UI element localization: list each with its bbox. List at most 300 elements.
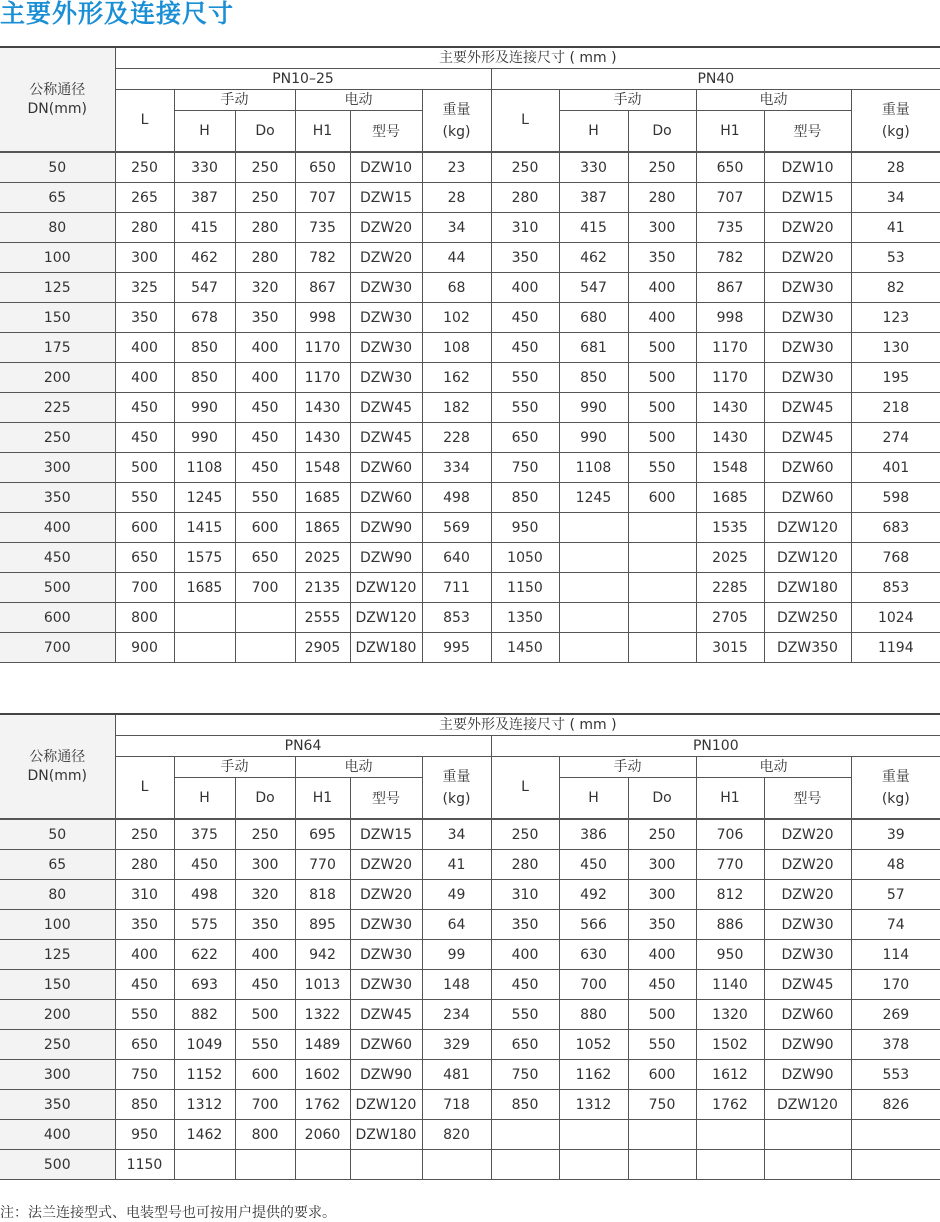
table-cell: 718 [422,1090,491,1120]
table-cell: 148 [422,970,491,1000]
table-cell: 162 [422,363,491,393]
table-cell: 770 [295,850,350,880]
dn-cell: 65 [0,850,115,880]
table-cell: 400 [628,273,696,303]
table-cell: DZW20 [764,880,851,910]
table-cell: DZW120 [350,1090,422,1120]
table-cell: 350 [115,910,174,940]
table-cell: 1430 [696,393,764,423]
dn-cell: 50 [0,152,115,183]
table-cell [764,1120,851,1150]
table-cell: 34 [422,213,491,243]
table-cell: 1108 [559,453,628,483]
table-row [0,1060,940,1090]
col-H-header: H [559,111,628,153]
table-cell: 942 [295,940,350,970]
table-cell: 350 [235,910,295,940]
table-row [0,880,940,910]
table-cell: 1052 [559,1030,628,1060]
table-row [0,1030,940,1060]
table-cell: DZW60 [764,1000,851,1030]
table-cell: 400 [628,940,696,970]
table-cell [851,1120,940,1150]
table-cell: 550 [115,1000,174,1030]
table-cell: 640 [422,543,491,573]
table-cell: 400 [235,940,295,970]
table-cell: 553 [851,1060,940,1090]
dn-cell: 100 [0,243,115,273]
table-cell: DZW20 [350,880,422,910]
table-cell: 950 [491,513,559,543]
table-cell: 28 [851,152,940,183]
table-cell [628,573,696,603]
col-Do-header: Do [235,111,295,153]
table-cell: 182 [422,393,491,423]
table-cell: 498 [174,880,235,910]
table-cell [235,633,295,663]
table-cell: 300 [115,243,174,273]
table-cell: 3015 [696,633,764,663]
table-cell: 818 [295,880,350,910]
col-H-header: H [559,778,628,820]
table-cell: 900 [115,633,174,663]
table-cell: 707 [295,183,350,213]
table-cell: 678 [174,303,235,333]
table-cell: 34 [422,819,491,850]
table-cell: 41 [851,213,940,243]
table-cell: 622 [174,940,235,970]
table-cell: 450 [235,393,295,423]
table-cell: 998 [295,303,350,333]
table-cell: 400 [235,363,295,393]
table-cell: 850 [559,363,628,393]
table-cell: 600 [115,513,174,543]
table-cell: DZW45 [350,393,422,423]
table-cell: 500 [628,423,696,453]
col-H-header: H [174,111,235,153]
table-cell [628,603,696,633]
table-cell: 34 [851,183,940,213]
table-cell: 228 [422,423,491,453]
table-cell [628,513,696,543]
table-cell: 566 [559,910,628,940]
table-cell: DZW30 [350,910,422,940]
table-cell: 44 [422,243,491,273]
table-cell: 1548 [295,453,350,483]
table-cell: 782 [696,243,764,273]
table-row [0,243,940,273]
table-cell: 450 [491,333,559,363]
table-row [0,213,940,243]
footnote: 注：法兰连接型式、电装型号也可按用户提供的要求。 [0,1205,336,1221]
table-cell: 1312 [559,1090,628,1120]
manual-header: 手动 [174,757,295,778]
table-cell: 782 [295,243,350,273]
table-cell: 1685 [174,573,235,603]
group-header-right: PN40 [491,69,940,90]
table-cell: 1865 [295,513,350,543]
table-cell: 598 [851,483,940,513]
table-cell: 550 [628,453,696,483]
table-row [0,910,940,940]
table-cell: 123 [851,303,940,333]
table-cell: 650 [491,1030,559,1060]
table-cell: DZW30 [350,940,422,970]
table-cell: 250 [235,819,295,850]
table-cell: DZW20 [764,213,851,243]
dn-cell: 500 [0,1150,115,1180]
dn-cell: 150 [0,970,115,1000]
table-cell: 1140 [696,970,764,1000]
table-cell [559,543,628,573]
table-cell: 895 [295,910,350,940]
table-cell: DZW30 [350,333,422,363]
table-cell: 375 [174,819,235,850]
table-cell: 48 [851,850,940,880]
table-cell: 547 [559,273,628,303]
table-cell: 250 [628,819,696,850]
table-cell: 450 [115,423,174,453]
table-cell: DZW30 [764,273,851,303]
table-cell: 492 [559,880,628,910]
table-cell: 1450 [491,633,559,663]
table-cell: 812 [696,880,764,910]
electric-header: 电动 [295,90,422,111]
table-cell: 1322 [295,1000,350,1030]
table-row [0,1120,940,1150]
table-cell: 650 [115,1030,174,1060]
table-cell: 990 [174,423,235,453]
table-cell [628,543,696,573]
dn-cell: 250 [0,423,115,453]
table-cell: DZW15 [350,819,422,850]
dn-cell: 100 [0,910,115,940]
table-cell: 300 [235,850,295,880]
table-cell: 250 [491,152,559,183]
table-cell: 28 [422,183,491,213]
table-row [0,333,940,363]
table-cell: DZW90 [764,1060,851,1090]
table-cell [559,1150,628,1180]
group-header-right: PN100 [491,736,940,757]
table-cell: 700 [559,970,628,1000]
col-Do-header: Do [628,778,696,820]
table-cell: 320 [235,273,295,303]
table-cell: 500 [235,1000,295,1030]
dn-cell: 150 [0,303,115,333]
table-cell: 711 [422,573,491,603]
table-cell: 1170 [696,333,764,363]
table-cell: 750 [115,1060,174,1090]
dn-cell: 700 [0,633,115,663]
table-cell: 1170 [295,363,350,393]
table-cell: 350 [491,243,559,273]
table-cell: 387 [174,183,235,213]
table-cell: 1762 [696,1090,764,1120]
weight-header: 重量 (kg) [851,757,940,820]
table-cell: 500 [115,453,174,483]
table-cell: DZW20 [350,213,422,243]
table-cell: 53 [851,243,940,273]
table-cell: 990 [559,423,628,453]
table-cell: 850 [174,333,235,363]
table-cell: 329 [422,1030,491,1060]
table-cell: 462 [174,243,235,273]
table-cell: 950 [696,940,764,970]
table-cell: 882 [174,1000,235,1030]
table-cell [696,1150,764,1180]
table-cell: 995 [422,633,491,663]
col-H1-header: H1 [696,778,764,820]
table-cell [851,1150,940,1180]
table-cell: 280 [235,213,295,243]
table-cell: DZW120 [350,573,422,603]
table-cell: 400 [115,940,174,970]
table-cell: 1430 [295,393,350,423]
table-cell: 386 [559,819,628,850]
table-cell: 880 [559,1000,628,1030]
table-cell: DZW90 [764,1030,851,1060]
table-cell: DZW20 [764,850,851,880]
col-L-header: L [491,90,559,153]
table-cell: 695 [295,819,350,850]
table-cell: 1685 [295,483,350,513]
table-cell: 450 [235,453,295,483]
table-cell: 378 [851,1030,940,1060]
table-row [0,513,940,543]
table-cell: 2025 [696,543,764,573]
table-cell: 450 [174,850,235,880]
table-cell [696,1120,764,1150]
dn-cell: 300 [0,453,115,483]
table-cell: 500 [628,333,696,363]
table-cell: 1462 [174,1120,235,1150]
table-cell [559,603,628,633]
spec-table-pn10-25-pn40 [0,46,940,663]
table-cell: 2705 [696,603,764,633]
table-cell: 280 [115,213,174,243]
table-row [0,453,940,483]
table-cell: 400 [491,273,559,303]
table-cell: DZW30 [350,273,422,303]
table-cell: 130 [851,333,940,363]
table-cell: 350 [115,303,174,333]
table-cell: 280 [115,850,174,880]
table-cell: 450 [235,970,295,1000]
group-header-left: PN64 [115,736,491,757]
table-cell: 700 [235,573,295,603]
table-cell: 550 [115,483,174,513]
weight-header: 重量 (kg) [851,90,940,153]
table-cell: DZW60 [764,453,851,483]
table-cell: 250 [235,152,295,183]
table-cell: 1170 [295,333,350,363]
table-row [0,1000,940,1030]
table-cell: 2135 [295,573,350,603]
table-cell: 1245 [174,483,235,513]
group-header-left: PN10–25 [115,69,491,90]
table-cell: 1685 [696,483,764,513]
table-cell: 250 [115,152,174,183]
table-cell: 1612 [696,1060,764,1090]
table-cell: 387 [559,183,628,213]
table-cell: 550 [491,393,559,423]
table-cell: 450 [559,850,628,880]
table-cell: 550 [491,363,559,393]
table-cell: DZW180 [350,633,422,663]
table-cell: 750 [491,1060,559,1090]
table-row [0,850,940,880]
table-cell: 195 [851,363,940,393]
table-cell: 280 [628,183,696,213]
table-cell: 1312 [174,1090,235,1120]
col-model-header: 型号 [350,778,422,820]
table-cell: 102 [422,303,491,333]
table-cell: 415 [559,213,628,243]
main-caption: 主要外形及连接尺寸 ( mm ) [115,47,940,69]
table-cell: 250 [491,819,559,850]
table-cell: 300 [628,213,696,243]
table-cell: 1350 [491,603,559,633]
table-cell: 650 [696,152,764,183]
table-cell: 415 [174,213,235,243]
table-cell: DZW120 [764,1090,851,1120]
dn-cell: 350 [0,1090,115,1120]
table-cell: 1489 [295,1030,350,1060]
table-cell: 850 [491,1090,559,1120]
table-cell: 114 [851,940,940,970]
table-cell: 650 [491,423,559,453]
table-cell: DZW20 [350,243,422,273]
table-cell: 500 [628,393,696,423]
table-row [0,573,940,603]
table-cell: 334 [422,453,491,483]
table-cell: 400 [235,333,295,363]
table-cell [559,573,628,603]
dn-cell: 350 [0,483,115,513]
table-row [0,152,940,183]
table-cell: 350 [628,910,696,940]
col-model-header: 型号 [764,111,851,153]
table-cell: 280 [491,850,559,880]
table-cell: DZW45 [350,1000,422,1030]
table-cell: DZW250 [764,603,851,633]
table-cell: 867 [696,273,764,303]
table-cell: 82 [851,273,940,303]
table-row [0,819,940,850]
table-cell [764,1150,851,1180]
dn-cell: 250 [0,1030,115,1060]
table-cell: 68 [422,273,491,303]
table-cell: 400 [491,940,559,970]
table-cell: 600 [628,1060,696,1090]
col-Do-header: Do [628,111,696,153]
table-row [0,603,940,633]
col-model-header: 型号 [764,778,851,820]
table-cell: 1245 [559,483,628,513]
table-cell: DZW90 [350,543,422,573]
table-cell: 600 [628,483,696,513]
table-row [0,423,940,453]
table-cell: 498 [422,483,491,513]
table-cell: 569 [422,513,491,543]
table-cell: DZW15 [350,183,422,213]
dn-cell: 300 [0,1060,115,1090]
dn-cell: 50 [0,819,115,850]
table-cell [559,513,628,543]
dn-cell: 400 [0,1120,115,1150]
table-cell [295,1150,350,1180]
table-cell: 99 [422,940,491,970]
table-cell: DZW180 [350,1120,422,1150]
table-row [0,970,940,1000]
table-cell: 1415 [174,513,235,543]
table-cell: 706 [696,819,764,850]
table-cell: DZW30 [350,303,422,333]
weight-header: 重量 (kg) [422,90,491,153]
spec-table-pn64-pn100 [0,713,940,1180]
table-cell: 1535 [696,513,764,543]
table-cell: 450 [628,970,696,1000]
table-cell: DZW15 [764,183,851,213]
table-row [0,393,940,423]
dn-cell: 200 [0,1000,115,1030]
table-cell: 707 [696,183,764,213]
table-cell: 2060 [295,1120,350,1150]
table-cell: DZW30 [350,970,422,1000]
dn-cell: 200 [0,363,115,393]
table-cell: 1024 [851,603,940,633]
table-cell: DZW30 [764,333,851,363]
table-cell: 550 [628,1030,696,1060]
dn-cell: 80 [0,880,115,910]
table-cell: 269 [851,1000,940,1030]
dn-cell: 225 [0,393,115,423]
table-cell: 1150 [491,573,559,603]
table-cell: 280 [491,183,559,213]
table-cell: 57 [851,880,940,910]
table-cell: 310 [491,880,559,910]
table-cell: 770 [696,850,764,880]
table-cell: 64 [422,910,491,940]
table-cell: 1152 [174,1060,235,1090]
table-row [0,273,940,303]
table-row [0,1090,940,1120]
table-cell: DZW120 [350,603,422,633]
table-cell: 1194 [851,633,940,663]
dn-cell: 80 [0,213,115,243]
table-cell: 1162 [559,1060,628,1090]
table-cell [559,1120,628,1150]
table-cell: 450 [235,423,295,453]
table-cell: 630 [559,940,628,970]
table-cell: 886 [696,910,764,940]
table-cell: 450 [491,303,559,333]
table-cell: DZW180 [764,573,851,603]
table-cell: DZW120 [764,513,851,543]
main-caption: 主要外形及连接尺寸 ( mm ) [115,714,940,736]
col-H1-header: H1 [696,111,764,153]
table-cell: 1548 [696,453,764,483]
table-cell: DZW60 [350,483,422,513]
table-cell: 550 [235,1030,295,1060]
table-cell: 693 [174,970,235,1000]
col-model-header: 型号 [350,111,422,153]
table-cell: DZW20 [764,243,851,273]
manual-header: 手动 [174,90,295,111]
table-cell: 2555 [295,603,350,633]
table-cell: 41 [422,850,491,880]
